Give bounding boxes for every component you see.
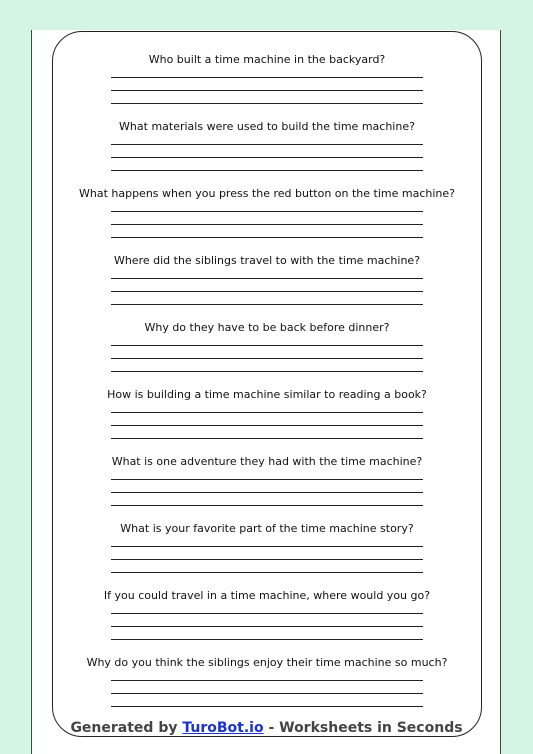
answer-line[interactable]	[111, 492, 423, 493]
answer-line[interactable]	[111, 77, 423, 78]
answer-line[interactable]	[111, 170, 423, 171]
answer-line[interactable]	[111, 304, 423, 305]
answer-line[interactable]	[111, 613, 423, 614]
question-text: Who built a time machine in the backyard?	[148, 53, 386, 66]
answer-line[interactable]	[111, 278, 423, 279]
footer-brand-link[interactable]: TuroBot.io	[182, 720, 264, 736]
footer	[0, 718, 533, 738]
answer-line[interactable]	[111, 371, 423, 372]
answer-line[interactable]	[111, 626, 423, 627]
question-text: If you could travel in a time machine, where would you go?	[103, 589, 431, 602]
answer-line[interactable]	[111, 157, 423, 158]
answer-line[interactable]	[111, 237, 423, 238]
answer-line[interactable]	[111, 144, 423, 145]
answer-line[interactable]	[111, 345, 423, 346]
answer-line[interactable]	[111, 639, 423, 640]
worksheet-frame	[52, 31, 482, 737]
answer-line[interactable]	[111, 572, 423, 573]
question-text: Why do you think the siblings enjoy their time machine so much?	[86, 656, 448, 669]
answer-line[interactable]	[111, 103, 423, 104]
question-text: What happens when you press the red button on the time machine?	[78, 187, 455, 200]
answer-line[interactable]	[111, 438, 423, 439]
answer-line[interactable]	[111, 291, 423, 292]
answer-line[interactable]	[111, 358, 423, 359]
answer-line[interactable]	[111, 211, 423, 212]
answer-line[interactable]	[111, 479, 423, 480]
question-text: Where did the siblings travel to with the time machine?	[113, 254, 421, 267]
footer-suffix: - Worksheets in Seconds	[268, 720, 463, 736]
question-text: How is building a time machine similar to reading a book?	[107, 388, 427, 401]
answer-line[interactable]	[111, 559, 423, 560]
answer-line[interactable]	[111, 505, 423, 506]
answer-line[interactable]	[111, 680, 423, 681]
worksheet-page	[31, 30, 501, 754]
answer-line[interactable]	[111, 412, 423, 413]
question-text: What is one adventure they had with the time machine?	[111, 455, 423, 468]
question-text: What materials were used to build the time machine?	[119, 120, 415, 133]
answer-line[interactable]	[111, 224, 423, 225]
answer-line[interactable]	[111, 90, 423, 91]
answer-line[interactable]	[111, 425, 423, 426]
answer-line[interactable]	[111, 706, 423, 707]
question-text: What is your favorite part of the time machine story?	[120, 522, 414, 535]
answer-line[interactable]	[111, 546, 423, 547]
footer-prefix: Generated by	[70, 720, 178, 736]
question-text: Why do they have to be back before dinner?	[144, 321, 390, 334]
answer-line[interactable]	[111, 693, 423, 694]
